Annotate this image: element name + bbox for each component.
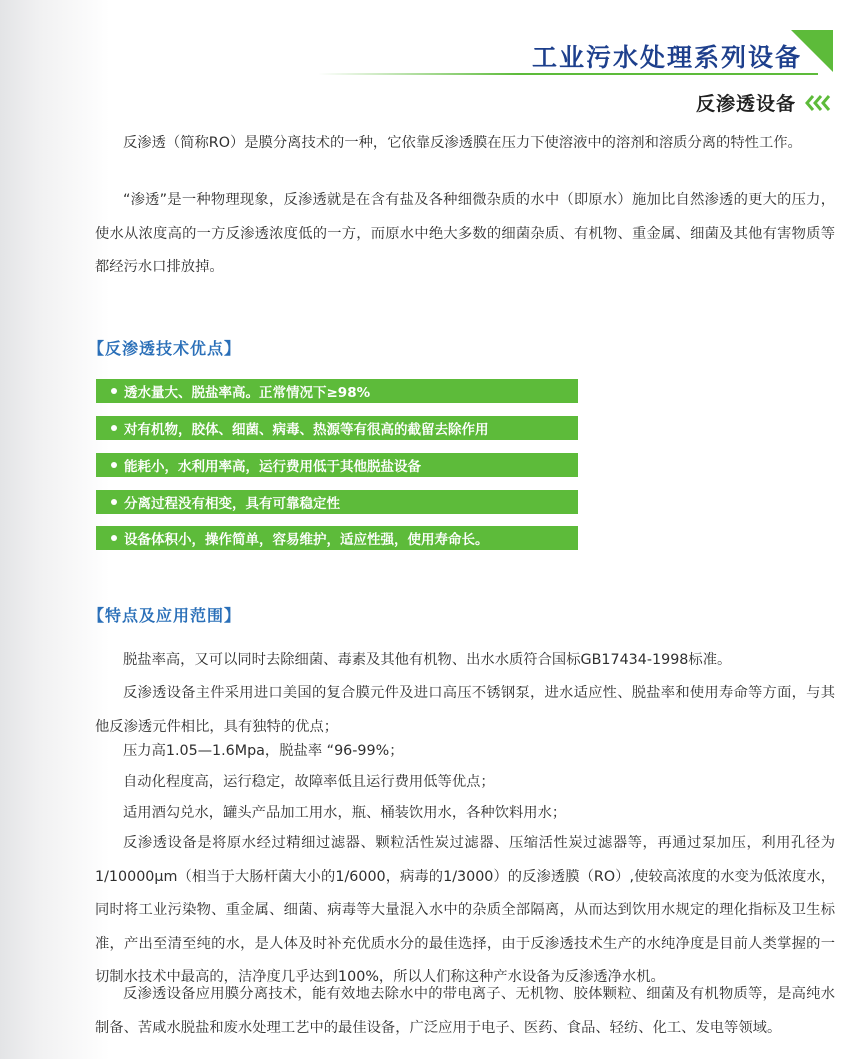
series-title: 工业污水处理系列设备: [531, 43, 802, 72]
advantage-text: 设备体积小，操作简单，容易维护，适应性强，使用寿命长。: [124, 532, 489, 548]
advantage-text: 对有机物，胶体、细菌、病毒、热源等有很高的截留去除作用: [124, 422, 489, 438]
section-title: 反渗透设备: [695, 93, 796, 115]
features-heading: 【特点及应用范围】: [88, 606, 242, 625]
bullet-dot-icon: [111, 535, 117, 541]
intro-paragraph: 反渗透（简称RO）是膜分离技术的一种，它依靠反渗透膜在压力下使溶液中的溶剂和溶质分离的特性工作。: [123, 135, 802, 151]
advantage-text: 能耗小，水利用率高，运行费用低于其他脱盐设备: [124, 459, 421, 475]
features-paragraph: 适用酒勾兑水，罐头产品加工用水，瓶、桶装饮用水，各种饮料用水；: [123, 805, 567, 821]
features-paragraph: 反渗透设备主件采用进口美国的复合膜元件及进口高压不锈钢泵，进水适应性、脱盐率和使用寿命等方面，与其他反渗透元件相比，具有独特的优点；: [95, 685, 835, 735]
advantage-bar: [96, 379, 578, 403]
section-header: [696, 89, 832, 116]
bullet-dot-icon: [111, 388, 117, 394]
bullet-dot-icon: [111, 499, 117, 505]
intro-paragraph: “渗透”是一种物理现象，反渗透就是在含有盐及各种细微杂质的水中（即原水）施加比自然渗透的更大的压力，使水从浓度高的一方反渗透浓度低的一方，而原水中绝大多数的细菌杂质、有机物、重金属、细菌及其他有害物质等都经污水口排放掉。: [95, 192, 835, 275]
features-paragraph: 脱盐率高，又可以同时去除细菌、毒素及其他有机物、出水水质符合国标GB17434-1998标准。: [123, 652, 732, 668]
bullet-dot-icon: [111, 425, 117, 431]
features-paragraph: 压力高1.05—1.6Mpa，脱盐率 “96-99%；: [123, 743, 404, 759]
advantages-heading: 【反渗透技术优点】: [88, 339, 242, 358]
features-paragraph: 反渗透设备是将原水经过精细过滤器、颗粒活性炭过滤器、压缩活性炭过滤器等，再通过泵加压，利用孔径为1/10000μm（相当于大肠杆菌大小的1/6000，病毒的1/3000）的反渗透膜（RO）,使较高浓度的水变为低浓度水，同时将工业污染物、重金属、细菌、病毒等大量混入水中的杂质全部隔离，从而达到饮用水规定的理化指标及卫生标准，产出至清至纯的水，是人体及时补充优质水分的最佳选择，由于反渗透技术生产的水纯净度是目前人类掌握的一切制水技术中最高的，洁净度几乎达到100%，所以人们称这种产水设备为反渗透净水机。: [95, 835, 835, 985]
triple-chevron-left-icon: [804, 93, 832, 113]
advantage-bar: [96, 453, 578, 477]
features-paragraph: 自动化程度高，运行稳定，故障率低且运行费用低等优点；: [123, 774, 495, 790]
advantage-bar: [96, 490, 578, 514]
advantage-text: 透水量大、脱盐率高。正常情况下≥98%: [124, 385, 371, 401]
bullet-dot-icon: [111, 462, 117, 468]
header-divider: [318, 73, 818, 75]
corner-triangle-decoration: [791, 30, 833, 72]
advantage-text: 分离过程没有相变，具有可靠稳定性: [124, 496, 340, 512]
features-paragraph: 反渗透设备应用膜分离技术，能有效地去除水中的带电离子、无机物、胶体颗粒、细菌及有机物质等，是高纯水制备、苦咸水脱盐和废水处理工艺中的最佳设备，广泛应用于电子、医药、食品、轻纺、化工、发电等领域。: [95, 986, 835, 1036]
advantage-bar: [96, 416, 578, 440]
advantage-bar: [96, 526, 578, 550]
